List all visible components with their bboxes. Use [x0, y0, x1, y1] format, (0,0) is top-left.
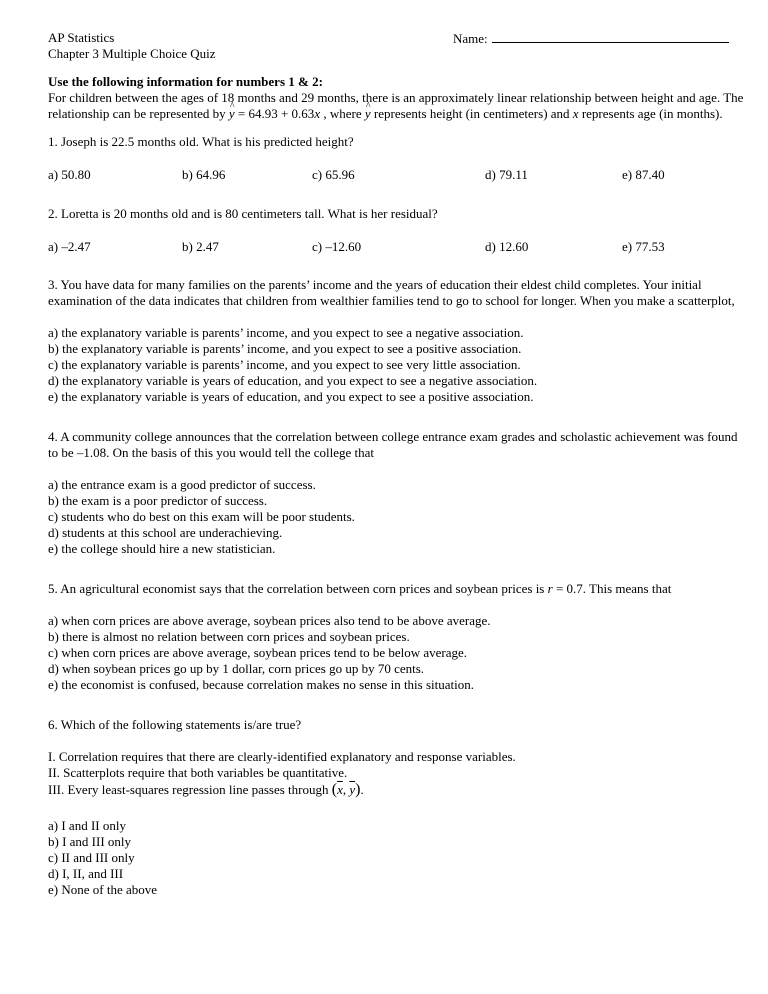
question-3-line: examination of the data indicates that children from wealthier families tend to go to school for longer. When you make a scatterplot, — [48, 293, 735, 308]
q6-choice-a[interactable]: a) I and II only — [48, 818, 126, 833]
question-4 — [48, 429, 737, 461]
intro-line-2 — [48, 106, 723, 122]
name-blank[interactable] — [492, 30, 729, 43]
q3-choice-e[interactable]: e) the explanatory variable is years of education, and you expect to see a positive association. — [48, 389, 534, 404]
q3-choice-c[interactable]: c) the explanatory variable is parents’ income, and you expect to see very little association. — [48, 357, 521, 372]
intro-line-1: For children between the ages of 18 months and 29 months, there is an approximately linear relationship between height and age. The — [48, 90, 744, 105]
q4-choice-c[interactable]: c) students who do best on this exam will be poor students. — [48, 509, 355, 524]
q6-choices — [48, 818, 157, 898]
q3-choice-b[interactable]: b) the explanatory variable is parents’ income, and you expect to see a positive association. — [48, 341, 522, 356]
q2-choice-e[interactable]: e) 77.53 — [622, 239, 665, 254]
q5-choice-c[interactable]: c) when corn prices are above average, soybean prices tend to be below average. — [48, 645, 468, 660]
q2-choice-a[interactable]: a) –2.47 — [48, 239, 91, 254]
q3-choice-a[interactable]: a) the explanatory variable is parents’ income, and you expect to see a negative association. — [48, 325, 524, 340]
question-5 — [48, 581, 671, 597]
q5-choices — [48, 613, 491, 693]
name-field[interactable] — [453, 30, 729, 47]
question-3-line: 3. You have data for many families on the parents’ income and the years of education their eldest child completes. Your initial — [48, 277, 702, 292]
regression-formula — [229, 106, 320, 121]
y-hat: ^ y — [365, 106, 371, 122]
q2-choice-b[interactable]: b) 2.47 — [182, 239, 219, 254]
q6-choice-c[interactable]: c) II and III only — [48, 850, 135, 865]
statement-3: III. Every least-squares regression line passes through ($\overline{x}$, $\overline{y}$). — [48, 781, 364, 798]
q5-choice-a[interactable]: a) when corn prices are above average, soybean prices also tend to be above average. — [48, 613, 491, 628]
q3-choices — [48, 325, 537, 405]
question-5-text: = 0.7. This means that — [552, 581, 672, 596]
q1-choice-b[interactable]: b) 64.96 — [182, 167, 226, 182]
variable-x: x — [572, 106, 579, 121]
formula-terms: = 64.93 + 0.63 — [234, 106, 315, 121]
q5-choice-d[interactable]: d) when soybean prices go up by 1 dollar, corn prices go up by 70 cents. — [48, 661, 425, 676]
q5-choice-e[interactable]: e) the economist is confused, because correlation makes no sense in this situation. — [48, 677, 474, 692]
q4-choice-e[interactable]: e) the college should hire a new statistician. — [48, 541, 276, 556]
q1-choice-a[interactable]: a) 50.80 — [48, 167, 91, 182]
q3-choice-d[interactable]: d) the explanatory variable is years of education, and you expect to see a negative association. — [48, 373, 538, 388]
y-hat: ^ y — [229, 106, 235, 122]
q6-choice-b[interactable]: b) I and III only — [48, 834, 132, 849]
q4-choice-d[interactable]: d) students at this school are underachieving. — [48, 525, 283, 540]
statement-2: II. Scatterplots require that both variables be quantitative. — [48, 765, 348, 780]
q1-choice-e[interactable]: e) 87.40 — [622, 167, 665, 182]
quiz-title: Chapter 3 Multiple Choice Quiz — [48, 46, 216, 61]
q1-choice-d[interactable]: d) 79.11 — [485, 167, 528, 182]
question-3 — [48, 277, 735, 309]
intro-text: , where — [320, 106, 365, 121]
intro-text: relationship can be represented by — [48, 106, 229, 121]
q2-choice-d[interactable]: d) 12.60 — [485, 239, 529, 254]
intro-text: represents age (in months). — [578, 106, 723, 121]
q5-choice-b[interactable]: b) there is almost no relation between corn prices and soybean prices. — [48, 629, 410, 644]
q6-choice-e[interactable]: e) None of the above — [48, 882, 158, 897]
statement-3-text: III. Every least-squares regression line passes through — [48, 782, 332, 797]
question-2: 2. Loretta is 20 months old and is 80 centimeters tall. What is her residual? — [48, 206, 438, 221]
intro-heading: Use the following information for numbers 1 & 2: — [48, 74, 323, 89]
q4-choice-a[interactable]: a) the entrance exam is a good predictor of success. — [48, 477, 316, 492]
statement-1: I. Correlation requires that there are clearly-identified explanatory and response variables. — [48, 749, 516, 764]
course-name: AP Statistics — [48, 30, 115, 45]
question-4-line: to be –1.08. On the basis of this you would tell the college that — [48, 445, 375, 460]
question-4-line: 4. A community college announces that the correlation between college entrance exam grades and scholastic achievement was found — [48, 429, 738, 444]
q4-choice-b[interactable]: b) the exam is a poor predictor of success. — [48, 493, 268, 508]
q6-choice-d[interactable]: d) I, II, and III — [48, 866, 124, 881]
question-1: 1. Joseph is 22.5 months old. What is his predicted height? — [48, 134, 354, 149]
variable-r: r — [547, 581, 553, 596]
formula-x: x — [314, 106, 321, 121]
question-6: 6. Which of the following statements is/are true? — [48, 717, 302, 732]
intro-text: represents height (in centimeters) and — [370, 106, 573, 121]
question-5-text: 5. An agricultural economist says that the correlation between corn prices and soybean prices is — [48, 581, 548, 596]
name-label: Name: — [453, 31, 488, 46]
q4-choices — [48, 477, 355, 557]
q6-statements — [48, 749, 516, 798]
y-bar: $\overline{y}$ — [349, 782, 356, 797]
q1-choice-c[interactable]: c) 65.96 — [312, 167, 355, 182]
q2-choice-c[interactable]: c) –12.60 — [312, 239, 362, 254]
x-bar: $\overline{x}$ — [337, 782, 343, 797]
